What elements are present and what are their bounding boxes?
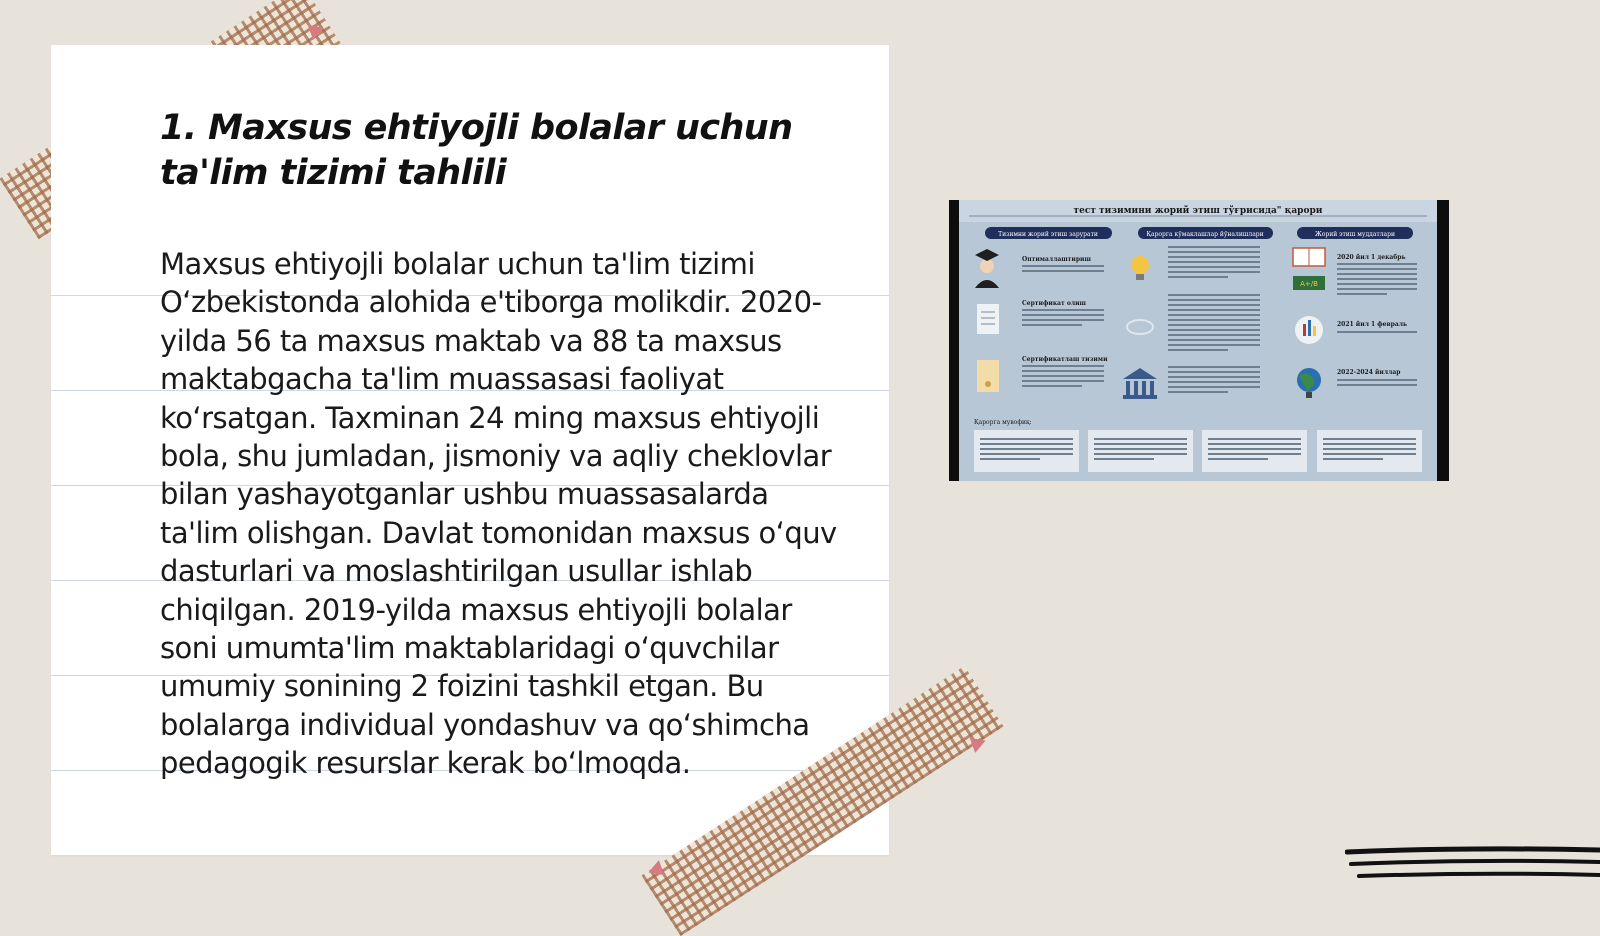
document-icon <box>977 360 999 392</box>
infographic-section-header: Жорий этиш муддатлари <box>1315 231 1395 238</box>
infographic-footer-card <box>974 430 1079 472</box>
flask-icon <box>1295 316 1323 344</box>
infographic-section-header: Тизимни жорий этиш зарурати <box>998 231 1098 238</box>
infographic-badge: A+/B <box>1300 280 1318 288</box>
slide-title: 1. Maxsus ehtiyojli bolalar uchun ta'lim tizimi tahlili <box>160 108 793 193</box>
infographic-right-item: 2020 йил 1 декабрь <box>1337 254 1406 261</box>
infographic-footer-label: Қарорга мувофиқ: <box>974 419 1032 426</box>
infographic-section-header: Қарорга кўмаклашлар йўналишлари <box>1146 231 1264 238</box>
infographic-heading: тест тизимини жорий этиш тўғрисида" қарори <box>1073 206 1323 216</box>
infographic-right-item: 2022-2024 йиллар <box>1337 369 1401 376</box>
infographic-left-item: Оптималлаштириш <box>1022 256 1091 263</box>
infographic-footer-card <box>1317 430 1422 472</box>
infographic-footer-card <box>1088 430 1193 472</box>
infographic-footer-card <box>1202 430 1307 472</box>
infographic-left-item: Сертификатлаш тизими <box>1022 356 1108 363</box>
infographic-left-item: Сертификат олиш <box>1022 300 1086 307</box>
infographic-image <box>949 200 1449 481</box>
brush-stroke-decoration <box>1345 846 1600 890</box>
slide-body-text: Maxsus ehtiyojli bolalar uchun ta'lim tizimi O‘zbekistonda alohida e'tiborga molikdir. 2020-yilda 56 ta maxsus maktab va 88 ta maxsus maktabgacha ta'lim muassasasi faoliyat ko‘rsatgan. Taxminan 24 ming maxsus ehtiyojli bola, shu jumladan, jismoniy va aqliy cheklovlar bilan yashayotganlar ushbu muassasalarda ta'lim olishgan. Davlat tomonidan maxsus o‘quv dasturlari va moslashtirilgan usullar ishlab chiqilgan. 2019-yilda maxsus ehtiyojli bolalar soni umumta'lim maktablaridagi o‘quvchilar umumiy sonining 2 foizini tashkil etgan. Bu bolalarga individual yondashuv va qo‘shimcha pedagogik resurslar kerak bo‘lmoqda. <box>160 247 837 781</box>
infographic-right-item: 2021 йил 1 февраль <box>1337 321 1408 328</box>
certificate-icon <box>977 304 999 334</box>
